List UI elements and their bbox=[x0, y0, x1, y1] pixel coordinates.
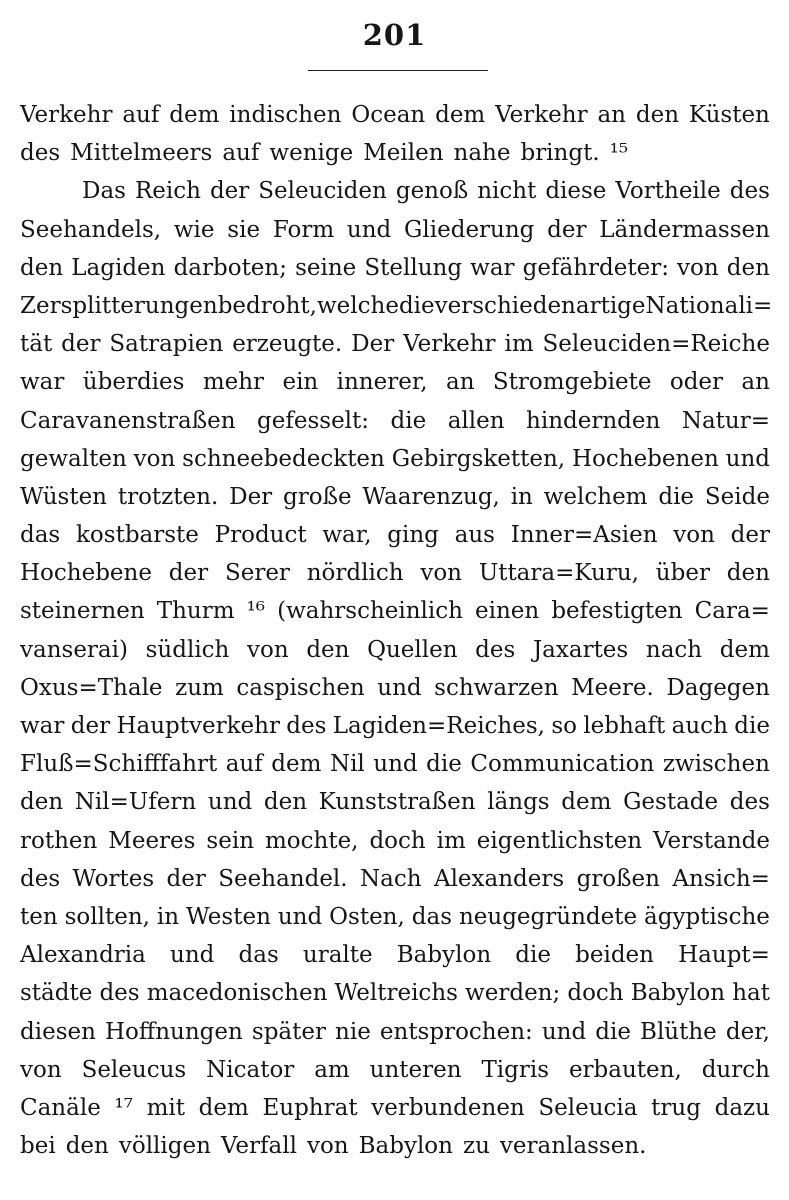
text-line: ten sollten, in Westen und Osten, das neugegründete ägyptische bbox=[20, 903, 770, 930]
text-line: Oxus=Thale zum caspischen und schwarzen Meere. Dagegen bbox=[20, 674, 770, 701]
text-line: rothen Meeres sein mochte, doch im eigentlichsten Verstande bbox=[20, 827, 770, 854]
text-line: von Seleucus Nicator am unteren Tigris erbauten, durch bbox=[20, 1056, 770, 1083]
body-text bbox=[20, 96, 773, 1165]
text-line: Zersplitterungen bedroht, welche die verschiedenartige Nationali= bbox=[20, 292, 773, 319]
text-line: war überdies mehr ein innerer, an Stromgebiete oder an bbox=[20, 369, 770, 396]
text-line: gewalten von schneebedeckten Gebirgsketten, Hochebenen und bbox=[20, 445, 770, 472]
text-line: Das Reich der Seleuciden genoß nicht diese Vortheile des bbox=[82, 178, 770, 205]
text-line: den Nil=Ufern und den Kunststraßen längs dem Gestade des bbox=[20, 789, 770, 816]
page-number: 201 bbox=[362, 18, 427, 52]
text-line: war der Hauptverkehr des Lagiden=Reiches, so lebhaft auch die bbox=[20, 713, 770, 739]
text-line: des Mittelmeers auf wenige Meilen nahe bringt. ¹⁵ bbox=[20, 140, 629, 167]
text-line: Alexandria und das uralte Babylon die beiden Haupt= bbox=[20, 942, 770, 969]
text-line: den Lagiden darboten; seine Stellung war gefährdeter: von den bbox=[20, 254, 770, 281]
text-line: bei den völligen Verfall von Babylon zu veranlassen. bbox=[20, 1133, 647, 1160]
text-line: Caravanenstraßen gefesselt: die allen hindernden Natur= bbox=[20, 407, 770, 434]
text-line: diesen Hoffnungen später nie entsprochen: und die Blüthe der, bbox=[20, 1018, 770, 1045]
text-line: Verkehr auf dem indischen Ocean dem Verkehr an den Küsten bbox=[20, 102, 770, 128]
header-rule bbox=[308, 70, 488, 71]
text-line: tät der Satrapien erzeugte. Der Verkehr im Seleuciden=Reiche bbox=[20, 331, 770, 358]
text-line: Fluß=Schifffahrt auf dem Nil und die Communication zwischen bbox=[20, 751, 770, 778]
text-line: Seehandels, wie sie Form und Gliederung der Ländermassen bbox=[20, 216, 770, 243]
text-line: Wüsten trotzten. Der große Waarenzug, in welchem die Seide bbox=[20, 483, 770, 510]
text-line: das kostbarste Product war, ging aus Inner=Asien von der bbox=[20, 522, 770, 549]
text-line: vanserai) südlich von den Quellen des Jaxartes nach dem bbox=[20, 636, 770, 663]
text-line: steinernen Thurm ¹⁶ (wahrscheinlich einen befestigten Cara= bbox=[20, 598, 770, 625]
text-line: Canäle ¹⁷ mit dem Euphrat verbundenen Seleucia trug dazu bbox=[20, 1094, 770, 1121]
text-line: des Wortes der Seehandel. Nach Alexanders großen Ansich= bbox=[20, 865, 770, 892]
text-line: Hochebene der Serer nördlich von Uttara=Kuru, über den bbox=[20, 560, 770, 587]
text-line: städte des macedonischen Weltreichs werden; doch Babylon hat bbox=[20, 980, 770, 1007]
